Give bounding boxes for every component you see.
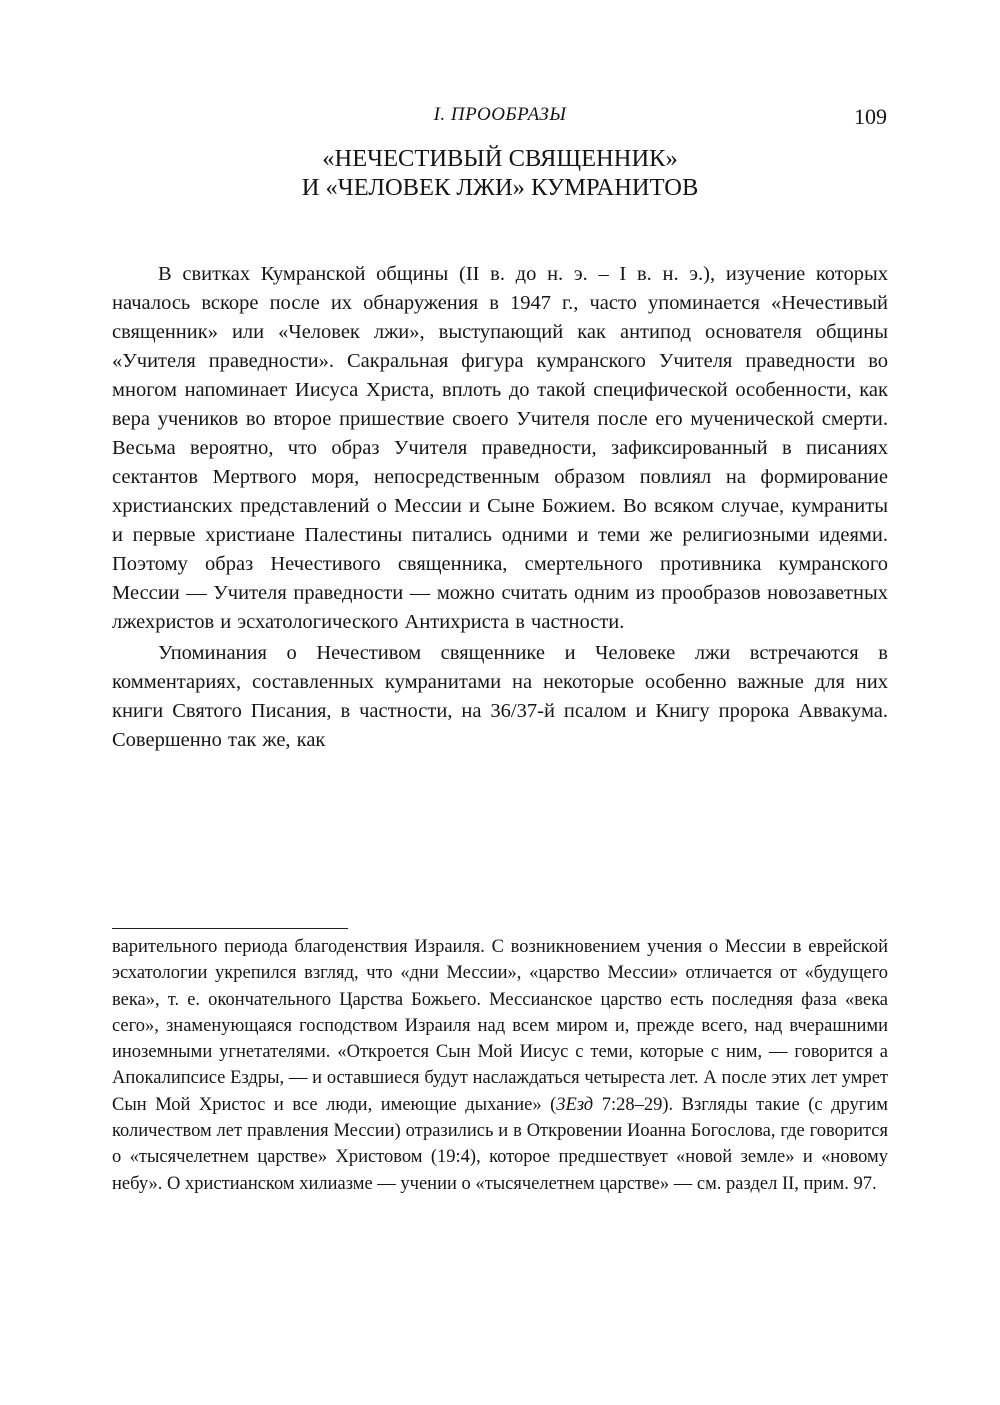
body-paragraph-1: В свитках Кумранской общины (II в. до н. э. – I в. н. э.), изучение которых началось вскоре после их обнаружения в 1947 г., часто упоминается «Нечестивый священник» или «Человек лжи», выступающий как антипод основателя общины «Учителя праведности». Сакральная фигура кумранского Учителя праведности во многом напоминает Иисуса Христа, вплоть до такой специфической особенности, как вера учеников во второе пришествие своего Учителя после его мученической смерти. Весьма вероятно, что образ Учителя праведности, зафиксированный в писаниях сектантов Мертвого моря, непосредственным образом повлиял на формирование христианских представлений о Мессии и Сыне Божием. Во всяком случае, кумраниты и первые христиане Палестины питались одними и теми же религиозными идеями. Поэтому образ Нечестивого священника, смертельного противника кумранского Мессии — Учителя праведности — можно считать одним из прообразов новозаветных лжехристов и эсхатологического Антихриста в частности. <box>112 263 888 633</box>
running-head <box>0 104 1000 136</box>
body-paragraph-2: Упоминания о Нечестивом священнике и Человеке лжи встречаются в комментариях, составленных кумранитами на некоторые особенно важные для них книги Святого Писания, в частности, на 36/37-й псалом и Книгу пророка Аввакума. Совершенно так же, как <box>112 642 888 751</box>
section-name: I. ПРООБРАЗЫ <box>433 104 567 125</box>
footnote <box>112 934 888 1197</box>
footnote-text <box>112 934 888 1197</box>
footnote-text-part-2: 7:28–29). Взгляды такие (с другим количеством лет правления Мессии) отразились и в Откровении Иоанна Богослова, где говорится о «тысячелетнем царстве» Христовом (19:4), которое предшествует «новой земле» и «новому небу». О христианском хилиазме — учении о «тысячелетнем царстве» — см. раздел II, прим. 97. <box>112 1094 889 1194</box>
footnote-citation: 3Езд <box>556 1094 594 1115</box>
chapter-title <box>0 144 1000 202</box>
footnote-text-part-1: варительного периода благоденствия Израиля. С возникновением учения о Мессии в еврейской эсхатологии укрепился взгляд, что «дни Мессии», «царство Мессии» отличается от «будущего века», т. е. окончательного Царства Божьего. Мессианское царство есть последняя фаза «века сего», знаменующаяся господством Израиля над всем миром и, прежде всего, над вчерашними иноземными угнетателями. «Откроется Сын Мой Иисус с теми, которые с ним, — говорится а Апокалипсисе Ездры, — и оставшиеся будут наслаждаться четыреста лет. А после этих лет умрет Сын Мой Христос и все люди, имеющие дыхание» ( <box>112 937 888 1115</box>
chapter-title-line-1: «НЕЧЕСТИВЫЙ СВЯЩЕННИК» <box>322 145 678 172</box>
footnote-divider <box>112 928 348 929</box>
chapter-title-line-2: И «ЧЕЛОВЕК ЛЖИ» КУМРАНИТОВ <box>301 174 699 201</box>
page-number: 109 <box>854 104 887 129</box>
body-text <box>112 260 888 755</box>
